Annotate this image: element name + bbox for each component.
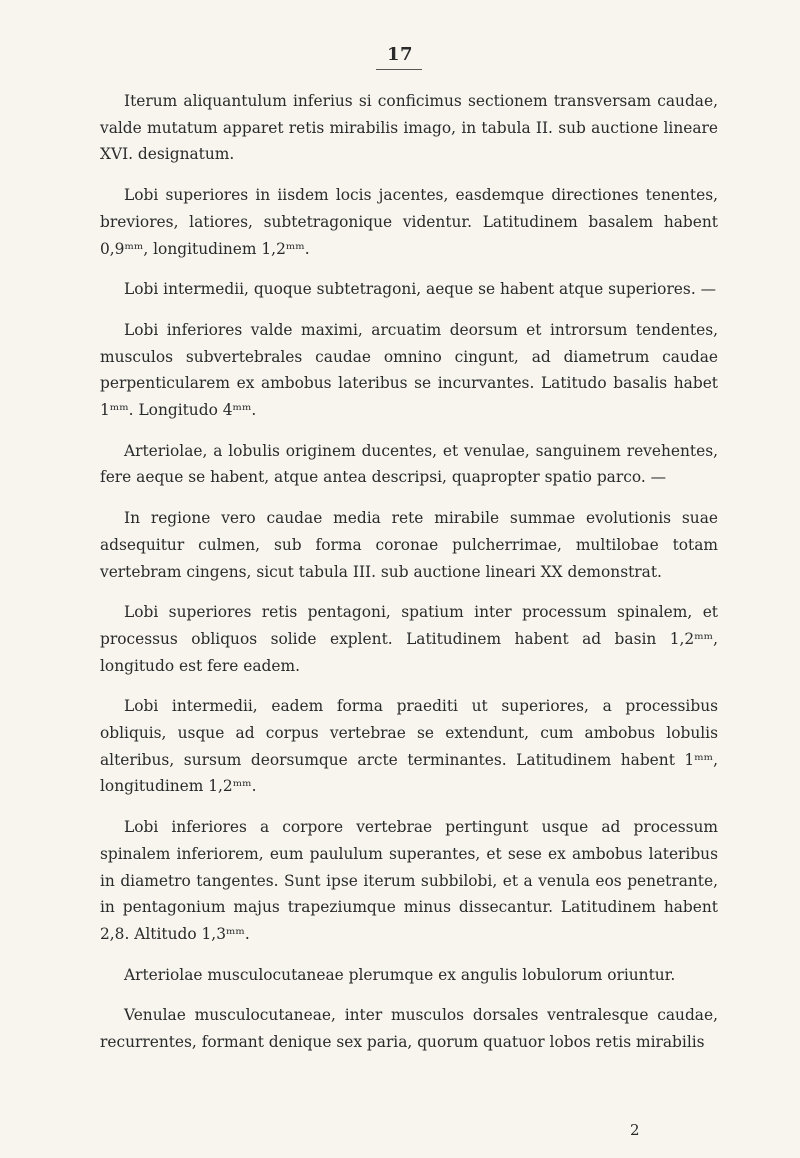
body-text — [100, 88, 718, 1070]
paragraph: Lobi intermedii, eadem forma praediti ut superiores, a processibus obliquis, usque ad corpus vertebrae se extendunt, cum ambobus lobulis alteribus, sursum deorsumque arcte terminantes. Latitudinem habent 1ᵐᵐ, longitudinem 1,2ᵐᵐ. — [100, 697, 718, 796]
page-number: 17 — [386, 44, 414, 65]
paragraph: Lobi superiores in iisdem locis jacentes, easdemque directiones tenentes, breviores, latiores, subtetragonique videntur. Latitudinem basalem habent 0,9ᵐᵐ, longitudinem 1,2ᵐᵐ. — [100, 186, 718, 258]
paragraph: Arteriolae, a lobulis originem ducentes, et venulae, sanguinem revehentes, fere aeque se habent, atque antea descripsi, quapropter spatio parco. — — [100, 441, 718, 487]
paragraph: Lobi inferiores valde maximi, arcuatim deorsum et introrsum tendentes, musculos subvertebrales caudae omnino cingunt, ad diametrum caudae perpenticularem ex ambobus lateribus se incurvantes. Latitudo basalis habet 1ᵐᵐ. Longitudo 4ᵐᵐ. — [100, 320, 718, 420]
paragraph: In regione vero caudae media rete mirabile summae evolutionis suae adsequitur culmen, sub forma coronae pulcherrimae, multilobae totam vertebram cingens, sicut tabula III. sub auctione lineari XX demonstrat. — [100, 509, 718, 581]
paragraph: Lobi inferiores a corpore vertebrae pertingunt usque ad processum spinalem inferiorem, eum paululum superantes, et sese ex ambobus lateribus in diametro tangentes. Sunt ipse iterum subbilobi, et a venula eos penetrante, in pentagonium majus trapeziumque minus dissecantur. Latitudinem habent 2,8. Altitudo 1,3ᵐᵐ. — [100, 818, 718, 943]
paragraph: Venulae musculocutaneae, inter musculos dorsales ventralesque caudae, recurrentes, formant denique sex paria, quorum quatuor lobos retis mirabilis — [100, 1006, 718, 1052]
paragraph: Lobi intermedii, quoque subtetragoni, aeque se habent atque superiores. — — [124, 280, 716, 299]
paragraph: Lobi superiores retis pentagoni, spatium inter processum spinalem, et processus obliquos solide explent. Latitudinem habent ad basin 1,2ᵐᵐ, longitudo est fere eadem. — [100, 603, 718, 675]
signature-mark: 2 — [630, 1121, 640, 1139]
paragraph: Iterum aliquantulum inferius si conficimus sectionem transversam caudae, valde mutatum apparet retis mirabilis imago, in tabula II. sub auctione lineare XVI. designatum. — [100, 92, 718, 164]
page-number-rule — [376, 69, 422, 70]
paragraph: Arteriolae musculocutaneae plerumque ex angulis lobulorum oriuntur. — [124, 965, 676, 984]
